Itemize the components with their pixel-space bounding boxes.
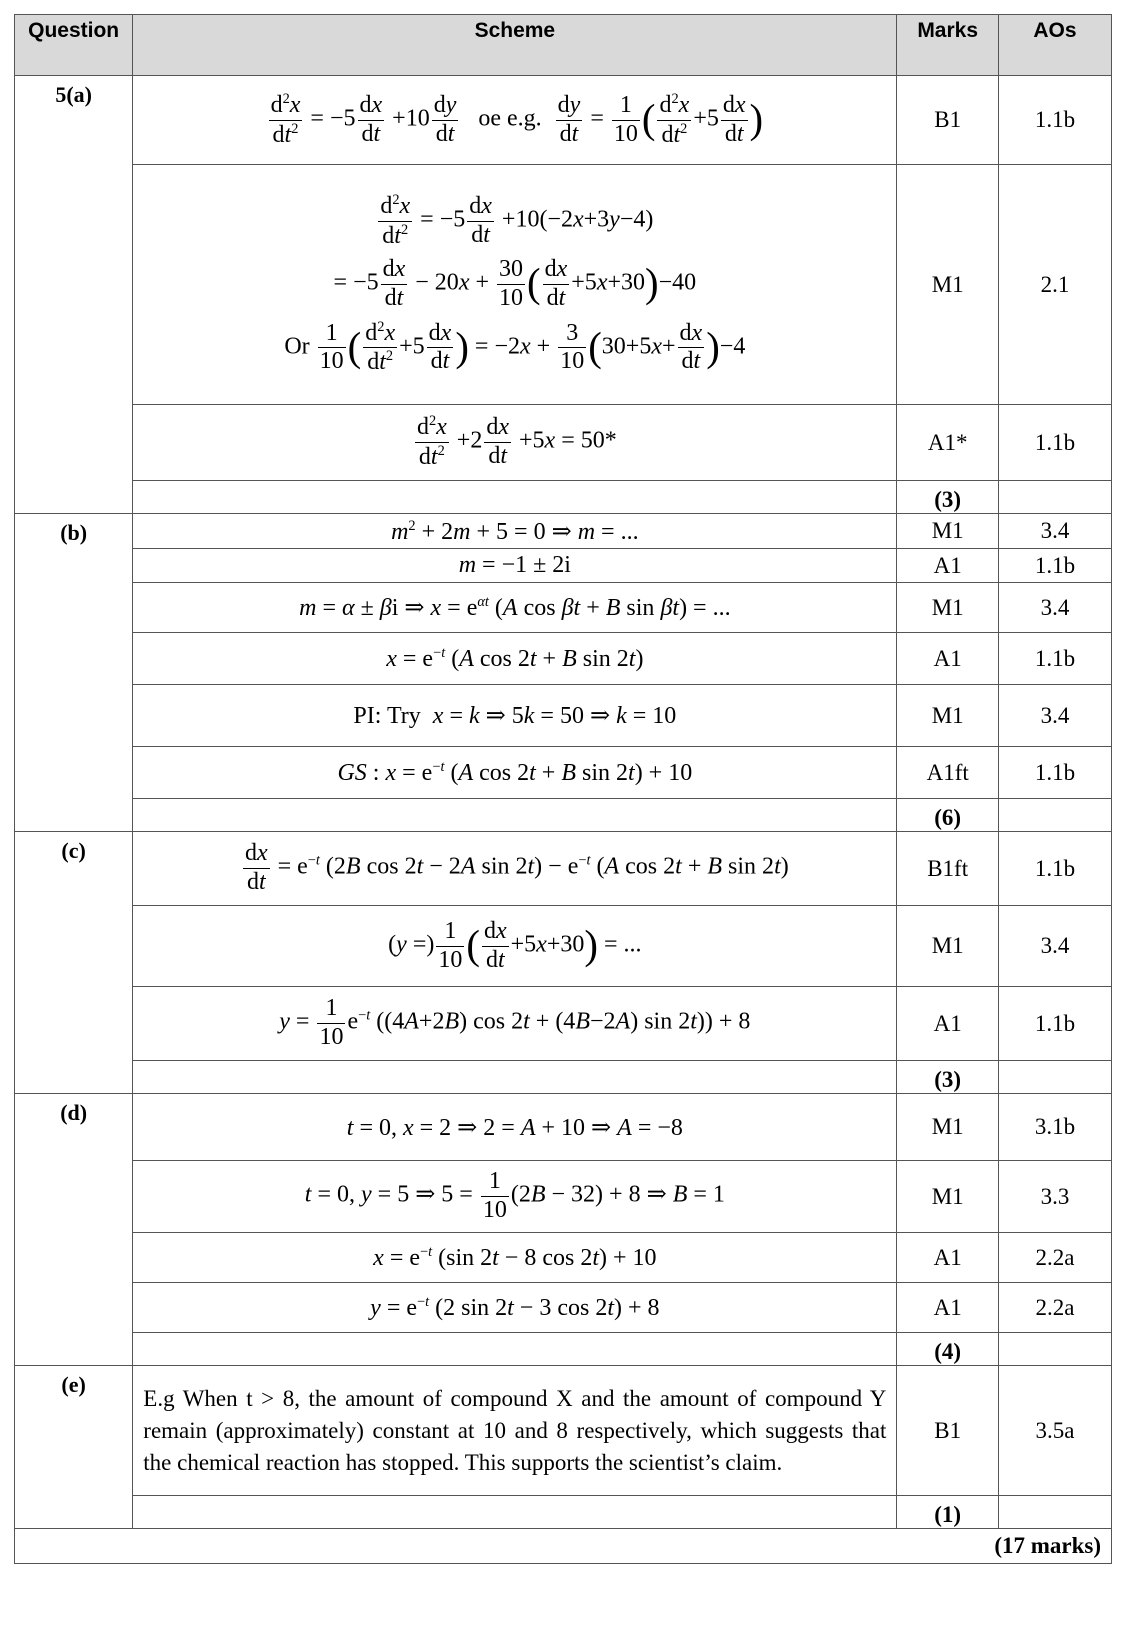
subtotal-b: (6) [897,799,999,832]
ao-cell: 1.1b [998,76,1111,165]
table-row [15,76,1112,165]
ao-cell: 1.1b [998,549,1111,583]
subtotal-e: (1) [897,1496,999,1529]
scheme-text-e: E.g When t > 8, the amount of compound X and the amount of compound Y remain (approximately) constant at 10 and 8 respectively, which suggests that the chemical reaction has stopped. This supports the scientist’s claim. [133,1366,897,1496]
table-row [15,633,1112,685]
ao-cell: 1.1b [998,832,1111,906]
header-row [15,15,1112,76]
total-row [15,1529,1112,1564]
subtotal-row [15,799,1112,832]
mark-cell: M1 [897,1161,999,1233]
scheme-cell: $\frac{d^2x}{dt^2}$ = −5 $\frac{dx}{dt}$ +10(−2x+3y−4) = −5 $\frac{dx}{dt}$ − 20x + $\frac{30}{10}$ ( $\frac{dx}{dt}$ +5x+30)−40 Or $\frac{1}{10}$ ( $\frac{d^2x}{dt^2}$ +5 $\frac{dx}{dt}$ ) = −2x + $\frac{3}{10}$ (30+5x+ $\frac{dx}{dt}$ )−4 [133,165,897,405]
table-row [15,1283,1112,1333]
mark-cell: M1 [897,165,999,405]
header-aos: AOs [998,15,1111,76]
ao-cell: 3.5a [998,1366,1111,1496]
ao-cell: 3.4 [998,685,1111,747]
mark-cell: A1 [897,987,999,1061]
subtotal-row [15,1496,1112,1529]
question-label-a: 5(a) [15,76,133,514]
table-row [15,514,1112,549]
subtotal-a: (3) [897,481,999,514]
header-marks: Marks [897,15,999,76]
scheme-cell: m = α ± βi ⇒ $x = e^{\alpha t}$ (A cos βt + B sin βt) = ... [133,583,897,633]
mark-cell: A1 [897,549,999,583]
table-row [15,583,1112,633]
subtotal-row [15,481,1112,514]
scheme-cell: PI: Try x = k ⇒ 5k = 50 ⇒ k = 10 [133,685,897,747]
ao-cell: 3.3 [998,1161,1111,1233]
mark-cell: B1 [897,1366,999,1496]
table-row [15,685,1112,747]
mark-cell: M1 [897,514,999,549]
ao-cell: 2.2a [998,1233,1111,1283]
table-row [15,1366,1112,1496]
table-row [15,405,1112,481]
scheme-cell: $m^2 + 2m + 5 = 0$ ⇒ m = ... [133,514,897,549]
scheme-cell: $\frac{d^2x}{dt^2}$ = −5 $\frac{dx}{dt}$ +10 $\frac{dy}{dt}$ oe e.g. $\frac{dy}{dt}$ = $\frac{1}{10}$ ( $\frac{d^2x}{dt^2}$ +5 $\frac{dx}{dt}$ ) [133,76,897,165]
ao-cell: 2.1 [998,165,1111,405]
ao-cell: 1.1b [998,747,1111,799]
scheme-cell: t = 0, y = 5 ⇒ 5 = $\frac{1}{10}$ (2B − 32) + 8 ⇒ B = 1 [133,1161,897,1233]
ao-cell: 3.4 [998,583,1111,633]
question-label-c: (c) [15,832,133,1094]
subtotal-c: (3) [897,1061,999,1094]
scheme-cell: $\frac{d^2x}{dt^2}$ +2 $\frac{dx}{dt}$ +5x = 50* [133,405,897,481]
table-row [15,1233,1112,1283]
ao-cell: 2.2a [998,1283,1111,1333]
table-row [15,1094,1112,1161]
question-label-d: (d) [15,1094,133,1366]
table-row [15,747,1112,799]
subtotal-d: (4) [897,1333,999,1366]
mark-scheme [14,14,1112,1564]
scheme-cell: $y = e^{-t}$ (2 sin 2t − 3 cos 2t) + 8 [133,1283,897,1333]
mark-cell: A1* [897,405,999,481]
table-row [15,1161,1112,1233]
ao-cell: 1.1b [998,633,1111,685]
ao-cell: 3.4 [998,514,1111,549]
mark-cell: B1 [897,76,999,165]
ao-cell: 3.1b [998,1094,1111,1161]
mark-cell: A1 [897,633,999,685]
table-row [15,165,1112,405]
ao-cell: 3.4 [998,906,1111,987]
scheme-cell: m = −1 ± 2i [133,549,897,583]
subtotal-row [15,1061,1112,1094]
scheme-cell: $x = e^{-t}$ (A cos 2t + B sin 2t) [133,633,897,685]
mark-cell: M1 [897,685,999,747]
ao-cell: 1.1b [998,987,1111,1061]
scheme-cell: $x = e^{-t}$ (sin 2t − 8 cos 2t) + 10 [133,1233,897,1283]
table-row [15,832,1112,906]
mark-cell: M1 [897,583,999,633]
subtotal-row [15,1333,1112,1366]
table-row [15,549,1112,583]
table-row [15,906,1112,987]
ao-cell: 1.1b [998,405,1111,481]
mark-cell: M1 [897,1094,999,1161]
or-note: Or [284,333,310,360]
table-row [15,987,1112,1061]
oe-note: oe e.g. [478,105,542,132]
header-scheme: Scheme [133,15,897,76]
mark-scheme-table [14,14,1112,1564]
pi-note: PI: Try [353,703,421,729]
scheme-cell: $\frac{dx}{dt}$ = $e^{-t}$ (2B cos 2t − 2A $\sin 2t) - e^{-t}$ (A cos 2t + B sin 2t) [133,832,897,906]
mark-cell: A1 [897,1233,999,1283]
scheme-cell: t = 0, x = 2 ⇒ 2 = A + 10 ⇒ A = −8 [133,1094,897,1161]
mark-cell: B1ft [897,832,999,906]
mark-cell: M1 [897,906,999,987]
question-label-b: (b) [15,514,133,832]
scheme-cell: GS : $x = e^{-t}$ (A cos 2t + B sin 2t) + 10 [133,747,897,799]
question-label-e: (e) [15,1366,133,1529]
scheme-cell: y = $\frac{1}{10}$ $e^{-t}$ ((4A+2B) cos 2t + (4B−2A) sin 2t)) + 8 [133,987,897,1061]
scheme-cell: (y =) $\frac{1}{10}$ ( $\frac{dx}{dt}$ +5x+30) = ... [133,906,897,987]
total-marks: (17 marks) [15,1529,1112,1564]
header-question: Question [15,15,133,76]
mark-cell: A1ft [897,747,999,799]
mark-cell: A1 [897,1283,999,1333]
